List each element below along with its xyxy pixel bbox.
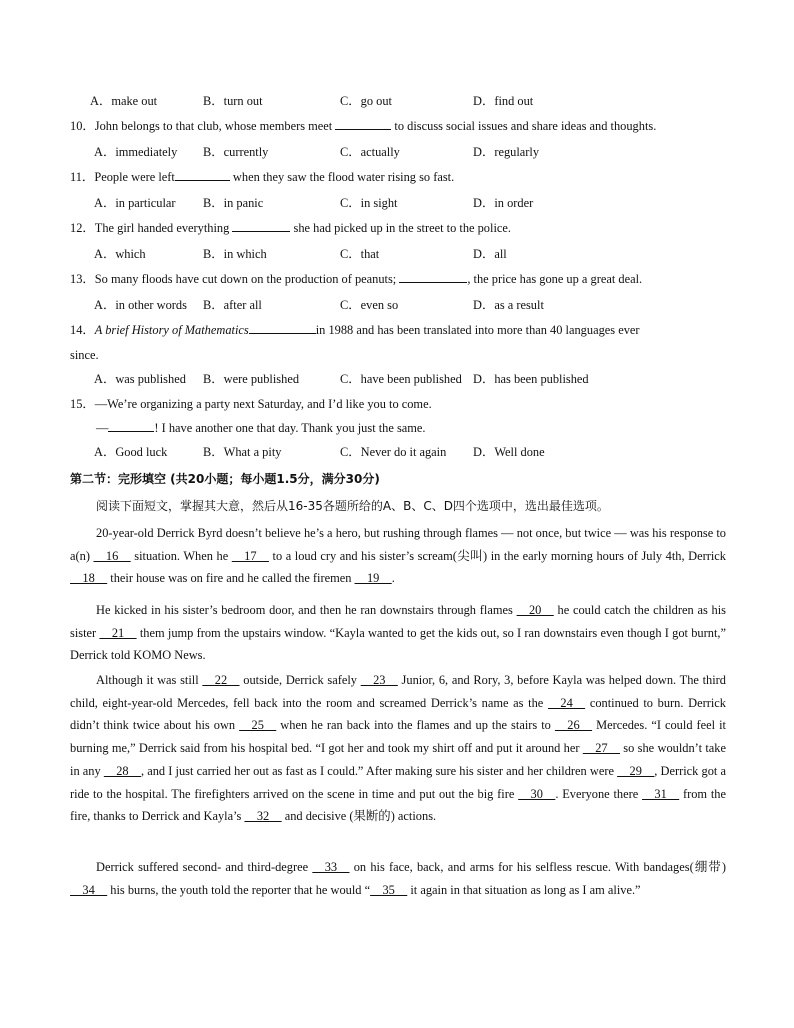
q13-stem-text: 13．So many floods have cut down on the production of peanuts; bbox=[70, 272, 400, 286]
p3-text-4: continued to burn. Derrick didn’t think twice about his own bbox=[70, 695, 726, 733]
p3-text-9: , Derrick got a ride to the hospital. The firefighters arrived on the scene in time and put out the big fire bbox=[70, 763, 726, 801]
q9-option-a: A．make out bbox=[90, 94, 158, 108]
q14-stem bbox=[70, 322, 640, 338]
q12-blank bbox=[232, 231, 290, 232]
section-heading: 第二节：完形填空 (共20小题；每小题1.5分，满分30分) bbox=[70, 472, 380, 486]
p4-text-2: on his face, back, and arms for his selfless rescue. With bandages(绷带) bbox=[349, 860, 726, 874]
p4-text-4: it again in that situation as long as I am alive.” bbox=[407, 882, 641, 897]
blank-17: 17 bbox=[231, 548, 269, 563]
blank-30: 30 bbox=[518, 786, 556, 801]
q12-option-c: C．that bbox=[340, 247, 380, 261]
blank-27: 27 bbox=[582, 741, 620, 756]
p2-text-1: He kicked in his sister’s bedroom door, and then he ran downstairs through flames bbox=[96, 603, 517, 617]
q14-stem-cont-text: since. bbox=[70, 348, 99, 362]
q10-option-d: D．regularly bbox=[473, 145, 540, 159]
q11-option-c: C．in sight bbox=[340, 196, 398, 210]
passage-paragraph-4 bbox=[70, 856, 726, 901]
q15-option-c: C．Never do it again bbox=[340, 445, 447, 459]
p4-text-1: Derrick suffered second- and third-degree bbox=[96, 860, 313, 874]
q13-blank bbox=[399, 282, 467, 283]
section-instruction: 阅读下面短文，掌握其大意，然后从16-35各题所给的A、B、C、D四个选项中，选出最佳选项。 bbox=[96, 499, 609, 513]
q15-option-a: A．Good luck bbox=[94, 445, 168, 459]
blank-34: 34 bbox=[70, 882, 108, 897]
q11-option-d: D．in order bbox=[473, 196, 534, 210]
blank-26: 26 bbox=[554, 718, 593, 733]
q9-option-b: B．turn out bbox=[203, 94, 263, 108]
q10-option-c: C．actually bbox=[340, 145, 400, 159]
passage-paragraph-1 bbox=[70, 522, 726, 590]
p1-text-4: their house was on fire and he called the firemen bbox=[107, 571, 355, 586]
q9-option-c: C．go out bbox=[340, 94, 392, 108]
blank-23: 23 bbox=[360, 673, 398, 687]
q13-option-b: B．after all bbox=[203, 298, 262, 312]
q12-stem-text: 12．The girl handed everything bbox=[70, 221, 233, 235]
q14-option-c: C．have been published bbox=[340, 372, 462, 386]
blank-18: 18 bbox=[70, 571, 108, 586]
p1-text-5: . bbox=[391, 571, 395, 586]
q15-stem-text: 15．—We’re organizing a party next Saturday, and I’d like you to come. bbox=[70, 397, 432, 411]
passage-paragraph-3 bbox=[70, 669, 726, 828]
q14-book-title: A brief History of Mathematics bbox=[94, 323, 249, 337]
p3-text-7: so she wouldn’t take in any bbox=[70, 741, 726, 778]
q15-reply bbox=[96, 420, 426, 436]
p3-text-11: from the fire, thanks to Derrick and Kayla’s bbox=[70, 786, 726, 824]
q11-stem-text: 11．People were left bbox=[70, 170, 175, 184]
p3-text-5: when he ran back into the flames and up the stairs to bbox=[276, 718, 555, 733]
q14-blank bbox=[249, 333, 316, 334]
q15-blank bbox=[108, 431, 154, 432]
q15-stem bbox=[70, 396, 432, 412]
p2-text-2: he could catch the children as his sister bbox=[70, 603, 727, 640]
q11-option-a: A．in particular bbox=[94, 196, 176, 210]
q13-stem-text-end: , the price has gone up a great deal. bbox=[467, 272, 643, 286]
blank-16: 16 bbox=[93, 548, 131, 563]
blank-29: 29 bbox=[617, 763, 655, 778]
p1-text-1: 20-year-old Derrick Byrd doesn’t believe he’s a hero, but rushing through flames — not once, but twice — was his response to a(n) bbox=[70, 526, 726, 563]
blank-35: 35 bbox=[370, 882, 408, 897]
q14-option-b: B．were published bbox=[203, 372, 300, 386]
q10-blank bbox=[335, 129, 391, 130]
p3-text-12: and decisive (果断的) actions. bbox=[281, 809, 437, 824]
q11-blank bbox=[175, 180, 230, 181]
q13-option-d: D．as a result bbox=[473, 298, 544, 312]
blank-24: 24 bbox=[547, 695, 586, 710]
p3-text-2: outside, Derrick safely bbox=[239, 673, 361, 687]
q11-option-b: B．in panic bbox=[203, 196, 264, 210]
p3-text-10: . Everyone there bbox=[555, 786, 643, 801]
blank-22: 22 bbox=[202, 673, 240, 687]
q14-stem-continued bbox=[70, 347, 99, 363]
q13-option-c: C．even so bbox=[340, 298, 399, 312]
q14-number: 14． bbox=[70, 323, 95, 337]
p1-text-2: situation. When he bbox=[130, 548, 232, 563]
q10-option-b: B．currently bbox=[203, 145, 269, 159]
p3-text-1: Although it was still bbox=[96, 673, 203, 687]
q15-option-b: B．What a pity bbox=[203, 445, 282, 459]
passage-paragraph-2 bbox=[70, 599, 726, 667]
q12-option-a: A．which bbox=[94, 247, 146, 261]
q12-option-d: D．all bbox=[473, 247, 507, 261]
blank-20: 20 bbox=[516, 603, 554, 617]
p1-text-3: to a loud cry and his sister’s scream(尖叫) in the early morning hours of July 4th, Derrick bbox=[268, 548, 726, 563]
q10-stem-text: 10．John belongs to that club, whose members meet bbox=[70, 119, 336, 133]
blank-19: 19 bbox=[354, 571, 392, 586]
p3-text-8: , and I just carried her out as fast as I could.” After making sure his sister and her children were bbox=[141, 763, 618, 778]
p2-text-3: them jump from the upstairs window. “Kayla wanted to get the kids out, so I ran downstairs even though I got burnt,” Derrick told KOMO News. bbox=[70, 625, 726, 663]
blank-31: 31 bbox=[642, 786, 680, 801]
q14-stem-text-end: in 1988 and has been translated into more than 40 languages ever bbox=[315, 323, 640, 337]
q11-stem bbox=[70, 169, 454, 185]
q15-reply-text: ! I have another one that day. Thank you just the same. bbox=[154, 421, 426, 435]
q10-stem-text-end: to discuss social issues and share ideas and thoughts. bbox=[391, 119, 657, 133]
q10-stem bbox=[70, 118, 656, 134]
q14-option-a: A．was published bbox=[94, 372, 186, 386]
p3-text-6: Mercedes. “I could feel it burning me,” Derrick said from his hospital bed. “I got her and took my shirt off and put it around her bbox=[70, 718, 727, 756]
p3-text-3: Junior, 6, and Rory, 3, before Kayla was helped down. The third child, eight-year-old Mercedes, fell back into the room and screamed Derrick’s name as the bbox=[70, 673, 726, 710]
q12-option-b: B．in which bbox=[203, 247, 267, 261]
q12-stem bbox=[70, 220, 511, 236]
q15-dash: — bbox=[96, 421, 109, 435]
q13-stem bbox=[70, 271, 642, 287]
q10-option-a: A．immediately bbox=[94, 145, 178, 159]
blank-21: 21 bbox=[99, 625, 137, 640]
q13-option-a: A．in other words bbox=[94, 298, 187, 312]
blank-32: 32 bbox=[244, 809, 282, 824]
blank-28: 28 bbox=[103, 763, 141, 778]
q9-option-d: D．find out bbox=[473, 94, 534, 108]
q12-stem-text-end: she had picked up in the street to the police. bbox=[290, 221, 511, 235]
q15-option-d: D．Well done bbox=[473, 445, 545, 459]
q14-option-d: D．has been published bbox=[473, 372, 589, 386]
q11-stem-text-end: when they saw the flood water rising so fast. bbox=[229, 170, 455, 184]
blank-33: 33 bbox=[312, 860, 350, 874]
blank-25: 25 bbox=[239, 718, 277, 733]
p4-text-3: his burns, the youth told the reporter that he would “ bbox=[107, 882, 371, 897]
